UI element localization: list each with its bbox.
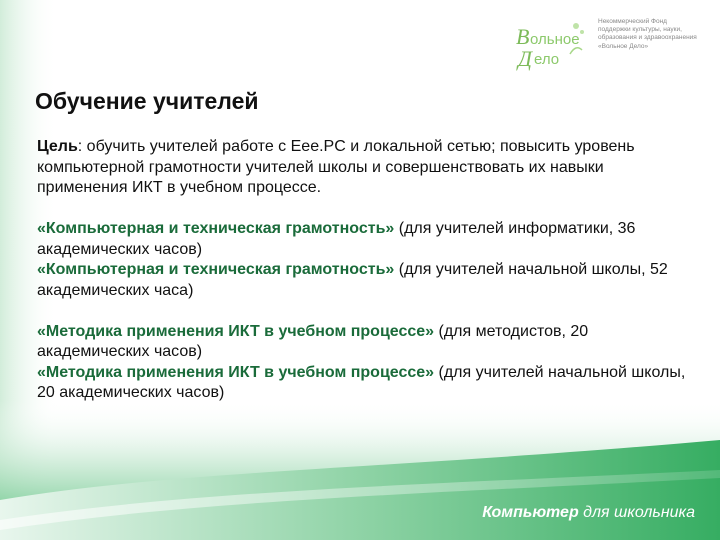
goal-paragraph (37, 137, 697, 199)
goal-label: Цель (37, 138, 78, 155)
slide-content (37, 137, 697, 404)
svg-text:В: В (516, 24, 530, 49)
svg-text:Д: Д (518, 46, 532, 71)
foundation-line: «Вольное Дело» (598, 42, 649, 50)
course-name: «Компьютерная и техническая грамотность» (37, 220, 395, 237)
foundation-line: поддержки культуры, науки, (598, 26, 682, 34)
slide-title: Обучение учителей (35, 88, 259, 114)
footer-brand (482, 504, 695, 522)
footer-brand-rest: для школьника (578, 504, 695, 521)
course-detail: (для методистов, 20 академических часов) (37, 322, 589, 360)
course-item (37, 260, 697, 301)
footer-brand-bold: Компьютер (482, 504, 579, 521)
foundation-description (598, 18, 716, 51)
goal-text: : обучить учителей работе с Eee.PC и локальной сетью; повысить уровень компьютерной грамотности учителей школы и совершенствовать их навыки применения ИКТ в учебном процессе. (37, 138, 635, 196)
course-detail: (для учителей начальной школы, 52 академических часа) (37, 261, 668, 299)
foundation-line: образования и здравоохранения (598, 34, 697, 42)
svg-text:ело: ело (534, 51, 560, 68)
course-name: «Компьютерная и техническая грамотность» (37, 261, 395, 278)
course-item (37, 322, 697, 363)
course-detail: (для учителей начальной школы, 20 академических часов) (37, 363, 686, 401)
course-item (37, 363, 697, 404)
volnoe-delo-logo (512, 14, 592, 74)
course-name: «Методика применения ИКТ в учебном процессе» (37, 322, 435, 340)
foundation-line: Некоммерческий Фонд (598, 18, 667, 25)
course-name: «Методика применения ИКТ в учебном процессе» (37, 363, 435, 381)
course-item (37, 219, 697, 260)
course-detail: (для учителей информатики, 36 академических часов) (37, 220, 636, 258)
svg-text:ольное: ольное (530, 31, 580, 48)
